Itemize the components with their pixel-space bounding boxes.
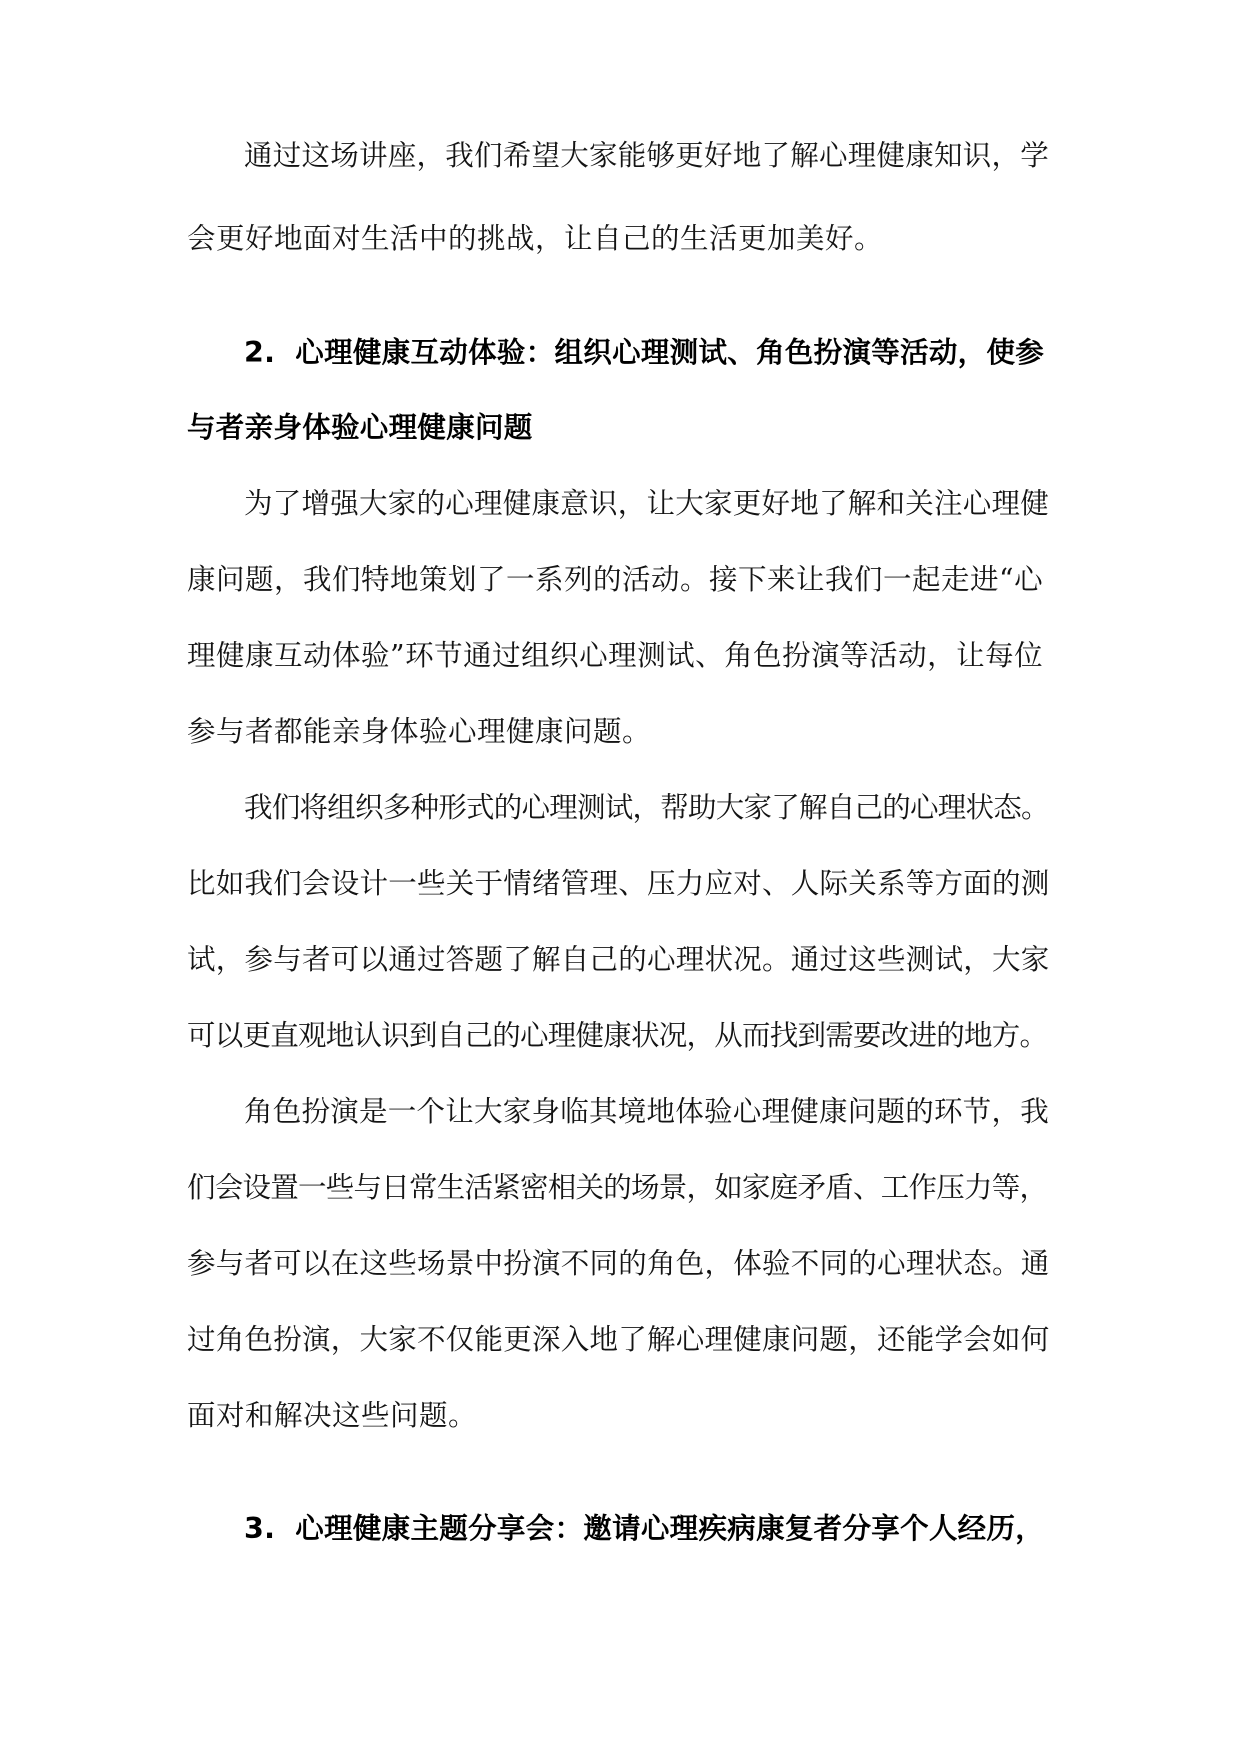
section-heading-2-line-2: 与者亲身体验心理健康问题 bbox=[187, 411, 533, 444]
paragraph-2-line-1: 为了增强大家的心理健康意识，让大家更好地了解和关注心理健 bbox=[244, 487, 1050, 520]
paragraph-2-line-2: 康问题，我们特地策划了一系列的活动。接下来让我们一起走进“心 bbox=[187, 563, 1044, 596]
paragraph-2-line-3: 理健康互动体验”环节通过组织心理测试、角色扮演等活动，让每位 bbox=[187, 639, 1044, 672]
paragraph-3-line-4: 可以更直观地认识到自己的心理健康状况，从而找到需要改进的地方。 bbox=[187, 1019, 1048, 1052]
paragraph-4-line-2: 们会设置一些与日常生活紧密相关的场景，如家庭矛盾、工作压力等， bbox=[187, 1171, 1048, 1204]
paragraph-4-line-5: 面对和解决这些问题。 bbox=[187, 1399, 478, 1432]
paragraph-4-line-3: 参与者可以在这些场景中扮演不同的角色，体验不同的心理状态。通 bbox=[187, 1247, 1050, 1280]
paragraph-4-line-1: 角色扮演是一个让大家身临其境地体验心理健康问题的环节，我 bbox=[244, 1095, 1050, 1128]
section-number-2: 2. bbox=[244, 336, 276, 369]
paragraph-3-line-3: 试，参与者可以通过答题了解自己的心理状况。通过这些测试，大家 bbox=[187, 943, 1050, 976]
section-heading-2-line-1: 心理健康互动体验：组织心理测试、角色扮演等活动，使参 bbox=[295, 336, 1045, 369]
paragraph-3-line-1: 我们将组织多种形式的心理测试，帮助大家了解自己的心理状态。 bbox=[244, 791, 1049, 824]
paragraph-1-line-2: 会更好地面对生活中的挑战，让自己的生活更加美好。 bbox=[187, 222, 884, 255]
paragraph-3-line-2: 比如我们会设计一些关于情绪管理、压力应对、人际关系等方面的测 bbox=[187, 867, 1050, 900]
section-heading-2 bbox=[244, 333, 1044, 373]
paragraph-2-line-4: 参与者都能亲身体验心理健康问题。 bbox=[187, 715, 652, 748]
paragraph-1-line-1: 通过这场讲座，我们希望大家能够更好地了解心理健康知识，学 bbox=[244, 139, 1050, 172]
section-heading-3 bbox=[244, 1509, 1044, 1549]
paragraph-4-line-4: 过角色扮演，大家不仅能更深入地了解心理健康问题，还能学会如何 bbox=[187, 1323, 1050, 1356]
section-heading-3-line-1: 心理健康主题分享会：邀请心理疾病康复者分享个人经历， bbox=[295, 1512, 1045, 1545]
section-number-3: 3. bbox=[244, 1512, 276, 1545]
